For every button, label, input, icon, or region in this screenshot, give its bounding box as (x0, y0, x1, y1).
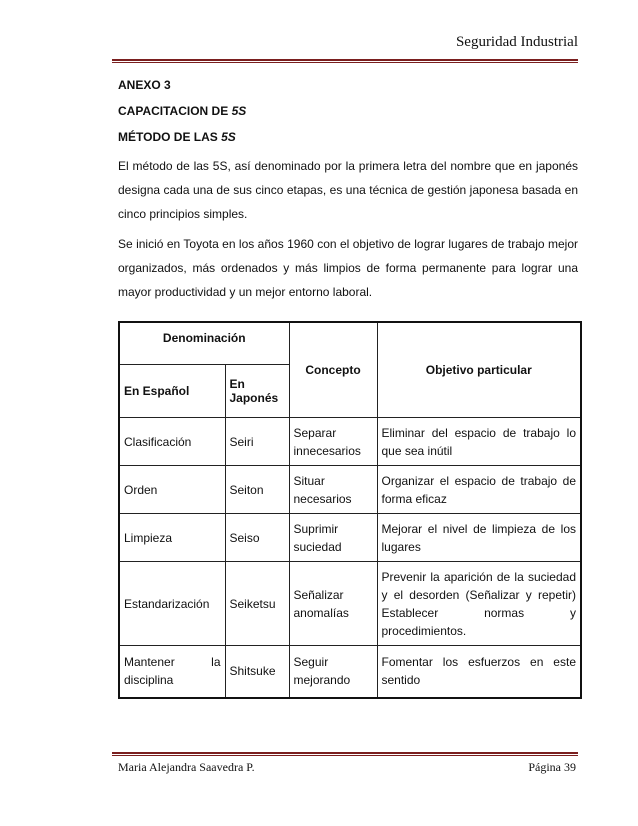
header-denominacion: Denominación (119, 322, 289, 365)
cell-espanol: Orden (119, 466, 225, 514)
header-concepto: Concepto (289, 322, 377, 418)
cell-objetivo: Prevenir la aparición de la suciedad y el desorden (Señalizar y repetir) Establecer normas y procedimientos. (377, 562, 581, 646)
table-row (119, 466, 581, 514)
footer-author: Maria Alejandra Saavedra P. (118, 760, 255, 774)
heading-text: MÉTODO DE LAS (118, 130, 222, 144)
cell-concepto: Seguir mejorando (289, 646, 377, 698)
cell-japones: Seiri (225, 418, 289, 466)
table-row (119, 514, 581, 562)
table-row (119, 646, 581, 698)
cell-espanol: Estandarización (119, 562, 225, 646)
five-s-table (118, 321, 582, 699)
cell-espanol: Clasificación (119, 418, 225, 466)
header-rule-thin (112, 62, 578, 63)
cell-objetivo: Eliminar del espacio de trabajo lo que sea inútil (377, 418, 581, 466)
annex-heading: ANEXO 3 (118, 78, 171, 92)
cell-espanol: Mantener la disciplina (119, 646, 225, 698)
footer-rule (112, 752, 578, 754)
cell-concepto: Señalizar anomalías (289, 562, 377, 646)
heading-emphasis: 5S (231, 104, 247, 118)
cell-japones: Seiton (225, 466, 289, 514)
header-espanol: En Español (119, 365, 225, 418)
cell-espanol: Limpieza (119, 514, 225, 562)
header-rule (112, 59, 578, 61)
cell-concepto: Situar necesarios (289, 466, 377, 514)
page-header (112, 34, 578, 60)
footer-rule-thin (112, 755, 578, 756)
page-footer (118, 760, 576, 775)
heading-text: CAPACITACION DE (118, 104, 232, 118)
cell-concepto: Separar innecesarios (289, 418, 377, 466)
section-heading-capacitacion (118, 98, 578, 124)
header-title: Seguridad Industrial (455, 34, 578, 50)
cell-objetivo: Fomentar los esfuerzos en este sentido (377, 646, 581, 698)
cell-japones: Seiso (225, 514, 289, 562)
table-row (119, 418, 581, 466)
cell-japones: Shitsuke (225, 646, 289, 698)
heading-emphasis: 5S (221, 130, 236, 144)
table-row (119, 562, 581, 646)
header-objetivo: Objetivo particular (377, 322, 581, 418)
cell-objetivo: Mejorar el nivel de limpieza de los lugares (377, 514, 581, 562)
paragraph-history: Se inició en Toyota en los años 1960 con el objetivo de lograr lugares de trabajo mejor organizados, más ordenados y más limpios de forma permanente para lograr una mayor productividad y un mejor entorno laboral. (118, 237, 578, 299)
cell-concepto: Suprimir suciedad (289, 514, 377, 562)
document-body (118, 72, 578, 310)
page-number: Página 39 (528, 760, 576, 774)
cell-japones: Seiketsu (225, 562, 289, 646)
cell-objetivo: Organizar el espacio de trabajo de forma eficaz (377, 466, 581, 514)
paragraph-intro: El método de las 5S, así denominado por la primera letra del nombre que en japonés designa cada una de sus cinco etapas, es una técnica de gestión japonesa basada en cinco principios simples. (118, 159, 578, 221)
section-heading-metodo (118, 124, 578, 150)
header-japones: En Japonés (225, 365, 289, 418)
